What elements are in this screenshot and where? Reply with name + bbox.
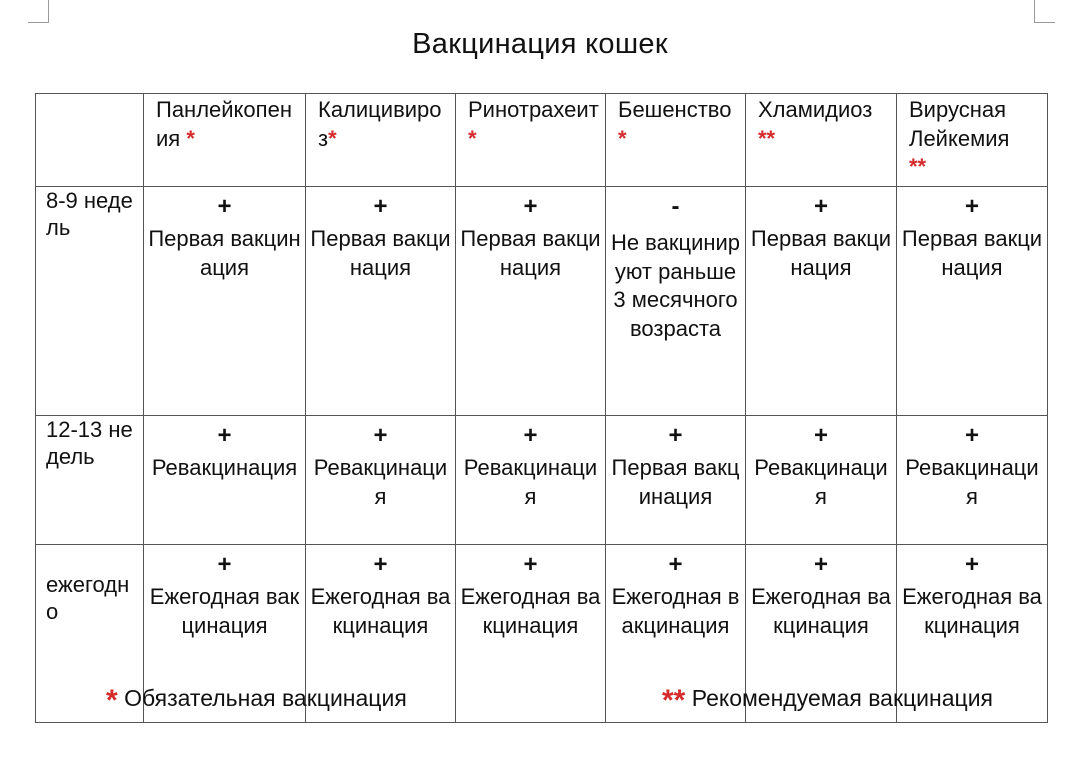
plus-sign: + — [217, 193, 232, 220]
plus-sign: + — [813, 193, 828, 220]
cell-text: Первая вакцинация — [148, 226, 301, 280]
table-cell — [456, 545, 606, 723]
table-cell — [746, 187, 897, 416]
table-cell — [606, 416, 746, 545]
table-cell — [897, 187, 1048, 416]
plus-sign: + — [964, 422, 979, 449]
column-header — [456, 94, 606, 187]
cell-text: Первая вакцинация — [901, 226, 1043, 280]
cell-text: Ежегодная вакцинация — [902, 584, 1042, 638]
table-cell — [897, 416, 1048, 545]
page-corner-mark-left — [28, 0, 49, 23]
header-row — [36, 94, 1048, 187]
column-name: Вирусная Лейкемия — [909, 97, 1010, 151]
table-cell — [306, 187, 456, 416]
cell-text: Ревакцинация — [905, 455, 1039, 509]
plus-sign: + — [217, 422, 232, 449]
cell-text: Первая вакцинация — [750, 226, 892, 280]
column-header — [306, 94, 456, 187]
cell-text: Ревакцинация — [151, 455, 298, 480]
column-name: Хламидиоз — [758, 97, 873, 122]
plus-sign: + — [217, 551, 232, 578]
cell-text: Не вакцинируют раньше 3 месячного возраста — [610, 230, 741, 341]
plus-sign: + — [668, 551, 683, 578]
row-label: 8-9 недель — [36, 187, 144, 416]
plus-sign: + — [964, 551, 979, 578]
column-name: Калицивироз — [318, 97, 442, 151]
recommended-mark: ** — [909, 154, 927, 179]
plus-sign: + — [373, 551, 388, 578]
column-name: Панлейкопения — [156, 97, 292, 151]
mandatory-mark: * — [328, 125, 337, 151]
legend-recommended-text: Рекомендуемая вакцинация — [691, 685, 993, 711]
page-title: Вакцинация кошек — [412, 28, 668, 60]
column-header — [606, 94, 746, 187]
plus-sign: + — [813, 551, 828, 578]
column-header — [746, 94, 897, 187]
table-cell — [456, 416, 606, 545]
minus-sign: - — [671, 193, 680, 220]
plus-sign: + — [523, 551, 538, 578]
plus-sign: + — [523, 422, 538, 449]
table-cell — [746, 416, 897, 545]
table-row — [36, 416, 1048, 545]
recommended-star-icon: ** — [662, 684, 686, 717]
column-name: Ринотрахеит — [468, 97, 599, 122]
cell-text: Ревакцинация — [463, 455, 598, 509]
plus-sign: + — [373, 422, 388, 449]
mandatory-star-icon: * — [106, 684, 118, 717]
cell-text: Ревакцинация — [754, 455, 888, 509]
mandatory-mark: * — [186, 125, 195, 151]
cell-text: Ежегодная вакцинация — [611, 584, 740, 638]
column-header — [897, 94, 1048, 187]
cell-text: Ежегодная вакцинация — [460, 584, 601, 638]
table-cell — [456, 187, 606, 416]
plus-sign: + — [373, 193, 388, 220]
table-cell — [144, 416, 306, 545]
cell-text: Ежегодная вакцинация — [149, 584, 300, 638]
corner-cell — [36, 94, 144, 187]
plus-sign: + — [668, 422, 683, 449]
cell-text: Ревакцинация — [313, 455, 448, 509]
legend-recommended — [662, 684, 993, 718]
cell-text: Ежегодная вакцинация — [751, 584, 891, 638]
legend-mandatory-text: Обязательная вакцинация — [124, 685, 407, 711]
mandatory-mark: * — [468, 125, 477, 151]
row-label: 12-13 недель — [36, 416, 144, 545]
cell-text: Первая вакцинация — [310, 226, 451, 280]
legend-mandatory — [106, 684, 407, 718]
table-row — [36, 187, 1048, 416]
cell-text: Первая вакцинация — [611, 455, 740, 509]
vaccination-table — [35, 93, 1048, 723]
column-name: Бешенство — [618, 97, 732, 122]
column-header — [144, 94, 306, 187]
page-corner-mark-right — [1034, 0, 1055, 23]
mandatory-mark: * — [618, 125, 627, 151]
cell-text: Первая вакцинация — [460, 226, 601, 280]
plus-sign: + — [813, 422, 828, 449]
table-cell — [306, 416, 456, 545]
cell-text: Ежегодная вакцинация — [310, 584, 451, 638]
plus-sign: + — [964, 193, 979, 220]
table-cell — [606, 187, 746, 416]
row-label: ежегодно — [36, 545, 144, 723]
recommended-mark: ** — [758, 125, 776, 151]
table-cell — [144, 187, 306, 416]
plus-sign: + — [523, 193, 538, 220]
